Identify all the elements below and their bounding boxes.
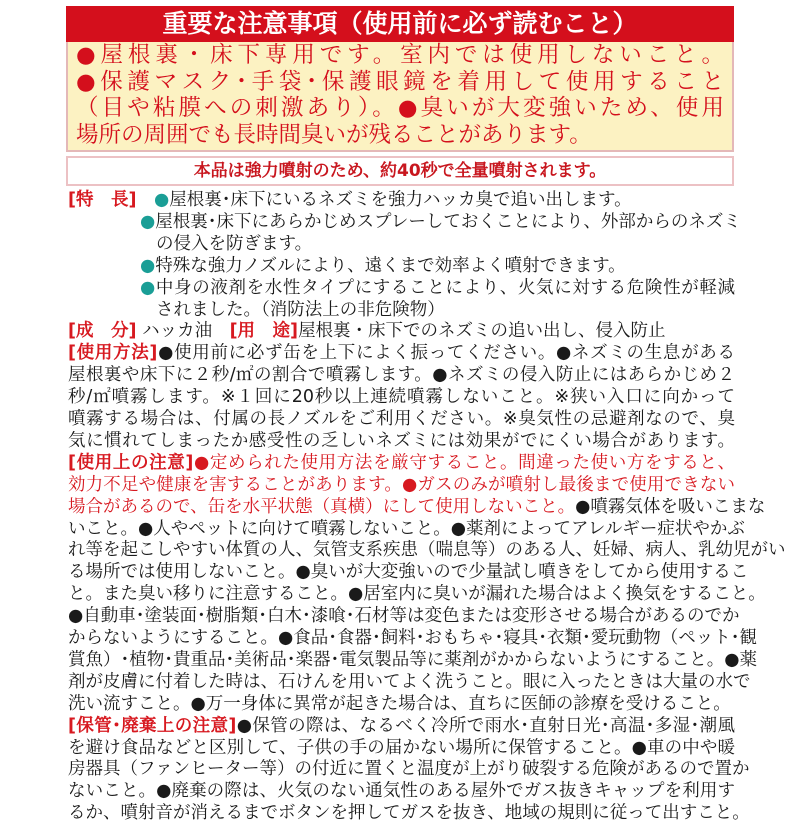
text-segment: 秒/㎡噴霧します。※１回に20秒以上連続噴霧しないこと。※狭い入口に向かって bbox=[68, 387, 735, 408]
text-line bbox=[68, 627, 758, 649]
text-segment: 房器具（ファンヒーター等）の付近に置くと温度が上がり破裂する危険があるので置か bbox=[68, 759, 750, 780]
text-line bbox=[68, 496, 766, 518]
text-segment: ハッカ油 bbox=[136, 321, 230, 342]
text-line bbox=[140, 211, 741, 233]
text-segment: 中身の液剤を水性タイプにすることにより、火気に対する危険性が軽減 bbox=[155, 277, 735, 298]
text-segment: 屋根裏･床下にあらかじめスプレーしておくことにより、外部からのネズミ bbox=[155, 211, 741, 232]
text-segment: 屋根裏や床下に２秒/㎡の割合で噴霧します。●ネズミの侵入防止にはあらかじめ２ bbox=[68, 365, 735, 386]
bullet-icon: ● bbox=[140, 277, 156, 298]
section-label: [特 長] bbox=[68, 190, 137, 210]
warning-box bbox=[66, 42, 734, 152]
text-segment: 効力不足や健康を害することがあります。●ガスのみが噴射し最後まで使用できない bbox=[68, 474, 735, 495]
text-segment: ●保管の際は、なるべく冷所で雨水･直射日光･高温･多湿･潮風 bbox=[236, 715, 735, 736]
warning-line: ●屋根裏・床下専用です。室内では使用しないこと。 bbox=[76, 42, 724, 68]
text-segment: ●定められた使用方法を厳守すること。間違った使い方をすると、 bbox=[193, 452, 735, 473]
text-segment: るか、噴射音が消えるまでボタンを押してガスを抜き、地域の規則に従って出すこと。 bbox=[68, 803, 750, 824]
bullet-icon: ● bbox=[140, 255, 156, 276]
section-label: [成 分] bbox=[68, 321, 137, 342]
text-segment: 洗い流すこと。●万一身体に異常が起きた場合は、直ちに医師の診療を受けること。 bbox=[68, 693, 731, 714]
text-segment: ●自動車･塗装面･樹脂類･白木･漆喰･石材等は変色または変形させる場合があるのでか bbox=[68, 606, 740, 627]
text-line bbox=[68, 583, 766, 605]
important-notice-title: 重要な注意事項（使用前に必ず読むこと） bbox=[66, 6, 734, 42]
text-segment: いこと。●人やペットに向けて噴霧しないこと。●薬剤によってアレルギー症状やかぶ bbox=[68, 518, 745, 539]
bullet-icon: ● bbox=[154, 190, 170, 210]
text-line bbox=[68, 364, 735, 386]
text-line bbox=[68, 737, 735, 759]
text-segment: れ等を起こしやすい体質の人、気管支系疾患（喘息等）のある人、妊婦、病人、乳幼児がい bbox=[68, 540, 786, 561]
text-line bbox=[68, 189, 735, 211]
text-segment: ●噴霧気体を吸いこまな bbox=[575, 496, 766, 517]
text-segment: ●使用前に必ず缶を上下によく振ってください。●ネズミの生息がある bbox=[157, 343, 735, 364]
text-line bbox=[140, 255, 735, 277]
text-line bbox=[68, 671, 751, 693]
warning-line: ●保護マスク･手袋･保護眼鏡を着用して使用すること bbox=[76, 68, 724, 95]
section-label: [使用方法] bbox=[68, 343, 158, 364]
text-segment: 屋根裏・床下でのネズミの追い出し、侵入防止 bbox=[298, 321, 666, 342]
text-segment: されました。（消防法上の非危険物） bbox=[156, 299, 445, 320]
text-segment: 場合があるので、缶を水平状態（真横）にして使用しないこと。 bbox=[68, 496, 576, 517]
text-segment: の侵入を防ぎます。 bbox=[156, 233, 313, 254]
warning-line: （目や粘膜への刺激あり）。●臭いが大変強いため、使用 bbox=[76, 95, 724, 121]
text-segment: ないこと。●廃棄の際は、火気のない通気性のある屋外でガス抜きキャップを利用す bbox=[68, 781, 735, 802]
text-line bbox=[156, 299, 735, 321]
text-line bbox=[68, 452, 735, 474]
text-line bbox=[68, 408, 735, 430]
section-label: [用 途] bbox=[229, 321, 299, 342]
text-line bbox=[68, 780, 735, 802]
text-line bbox=[68, 430, 735, 452]
text-line bbox=[68, 386, 735, 408]
bullet-icon: ● bbox=[140, 211, 156, 232]
text-line bbox=[68, 342, 735, 364]
text-line bbox=[156, 233, 735, 255]
section-label: [使用上の注意] bbox=[68, 452, 194, 473]
text-line bbox=[68, 474, 735, 496]
text-segment: 屋根裏･床下にいるネズミを強力ハッカ臭で追い出します。 bbox=[169, 190, 632, 210]
warning-line: 場所の周囲でも長時間臭いが残ることがあります。 bbox=[76, 121, 592, 148]
text-line bbox=[68, 802, 750, 824]
section-label: [保管･廃棄上の注意] bbox=[68, 715, 237, 736]
text-line bbox=[68, 539, 786, 561]
text-segment: からないようにすること。●食品･食器･飼料･おもちゃ･寝具･衣類･愛玩動物（ペット･観 bbox=[68, 628, 758, 648]
text-line bbox=[68, 715, 735, 737]
text-segment: 気に慣れてしまったか感受性の乏しいネズミには効果がでにくい場合があります。 bbox=[68, 430, 735, 451]
text-line bbox=[68, 320, 735, 342]
text-line bbox=[68, 693, 735, 715]
text-segment: 噴霧する場合は、付属の長ノズルをご利用ください。※臭気性の忌避剤なので、臭 bbox=[68, 409, 735, 429]
text-segment: 剤が皮膚に付着した時は、石けんを用いてよく洗うこと。眼に入ったときは大量の水で bbox=[68, 671, 751, 692]
text-segment: と。また臭い移りに注意すること。●居室内に臭いが漏れた場合はよく換気をすること。 bbox=[68, 584, 766, 605]
text-line bbox=[68, 758, 750, 780]
text-line bbox=[68, 518, 745, 540]
text-segment: る場所では使用しないこと。●臭いが大変強いので少量試し噴きをしてから使用するこ bbox=[68, 562, 749, 583]
text-segment: を避け食品などと区別して、子供の手の届かない場所に保管すること。●車の中や暖 bbox=[68, 737, 735, 758]
text-line bbox=[68, 605, 740, 627]
spray-duration-note: 本品は強力噴射のため、約40秒で全量噴射されます。 bbox=[66, 156, 734, 186]
text-line bbox=[68, 561, 749, 583]
text-line bbox=[68, 649, 758, 671]
text-line bbox=[140, 277, 735, 299]
text-segment: 特殊な強力ノズルにより、遠くまで効率よく噴射できます。 bbox=[155, 255, 626, 276]
text-segment bbox=[137, 190, 155, 210]
text-segment: 賞魚）･植物･貴重品･美術品･楽器･電気製品等に薬剤がかからないようにすること。●薬 bbox=[68, 649, 758, 670]
